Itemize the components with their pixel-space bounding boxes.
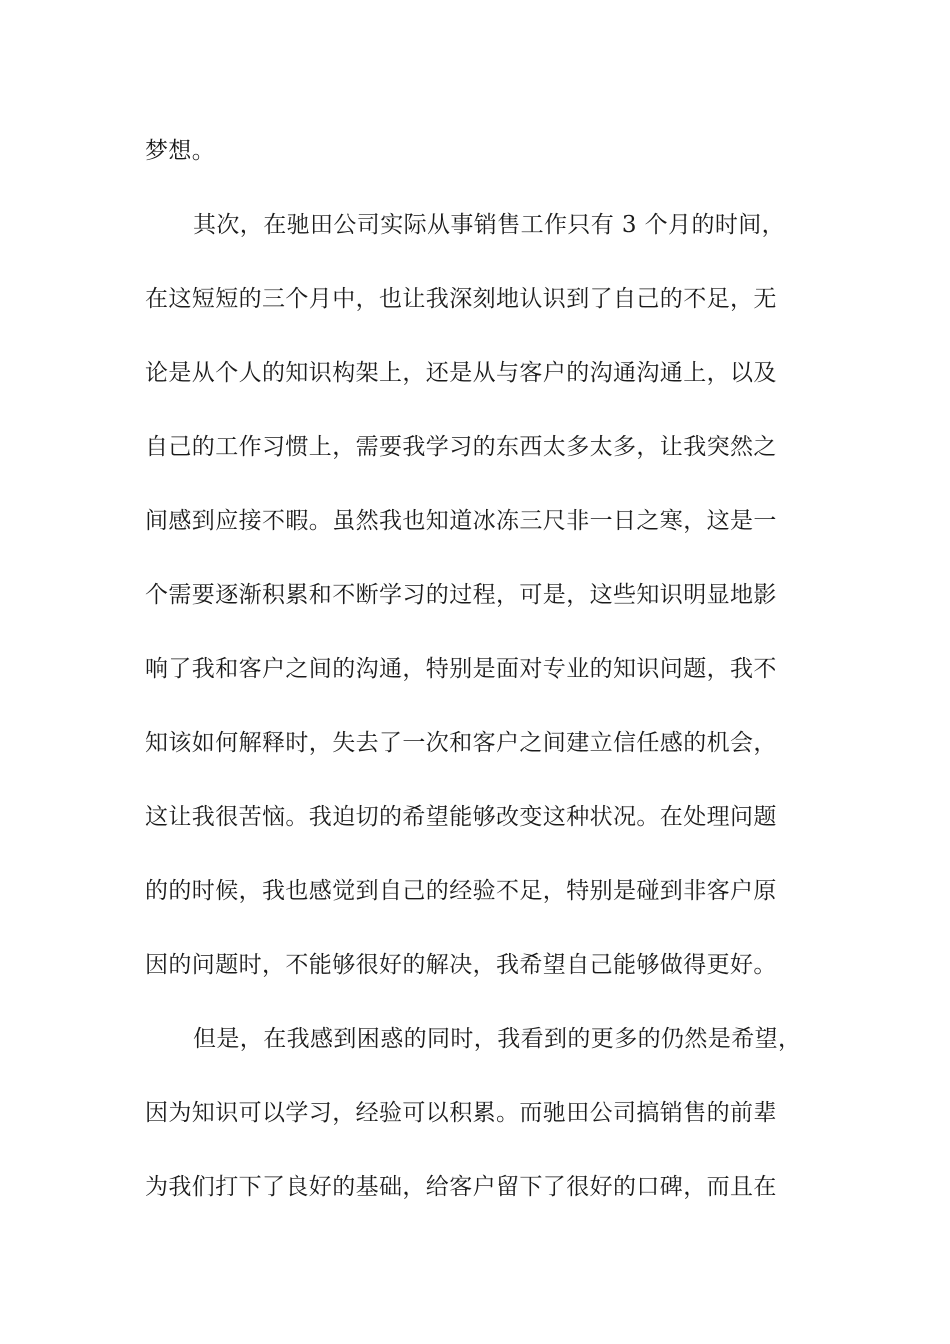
text-line: 响了我和客户之间的沟通，特别是面对专业的知识问题，我不 [145, 656, 777, 682]
text-line: 但是，在我感到困惑的同时，我看到的更多的仍然是希望， [193, 1026, 802, 1052]
text-line: 间感到应接不暇。虽然我也知道冰冻三尺非一日之寒，这是一 [145, 508, 777, 534]
text-line: 因为知识可以学习，经验可以积累。而驰田公司搞销售的前辈 [145, 1100, 777, 1126]
text-line: 知该如何解释时，失去了一次和客户之间建立信任感的机会， [145, 730, 777, 756]
text-line: 其次，在驰田公司实际从事销售工作只有 3 个月的时间， [193, 212, 786, 238]
text-line: 为我们打下了良好的基础，给客户留下了很好的口碑，而且在 [145, 1174, 777, 1200]
body-text [145, 133, 810, 1243]
text-line: 因的问题时，不能够很好的解决，我希望自己能够做得更好。 [145, 952, 777, 978]
text-line: 这让我很苦恼。我迫切的希望能够改变这种状况。在处理问题 [145, 804, 777, 830]
text-line: 梦想。 [145, 138, 216, 164]
text-line: 在这短短的三个月中，也让我深刻地认识到了自己的不足，无 [145, 286, 777, 312]
text-line: 论是从个人的知识构架上，还是从与客户的沟通沟通上，以及 [145, 360, 777, 386]
text-line: 个需要逐渐积累和不断学习的过程，可是，这些知识明显地影 [145, 582, 777, 608]
text-line: 的的时候，我也感觉到自己的经验不足，特别是碰到非客户原 [145, 878, 777, 904]
text-line: 自己的工作习惯上，需要我学习的东西太多太多，让我突然之 [145, 434, 777, 460]
